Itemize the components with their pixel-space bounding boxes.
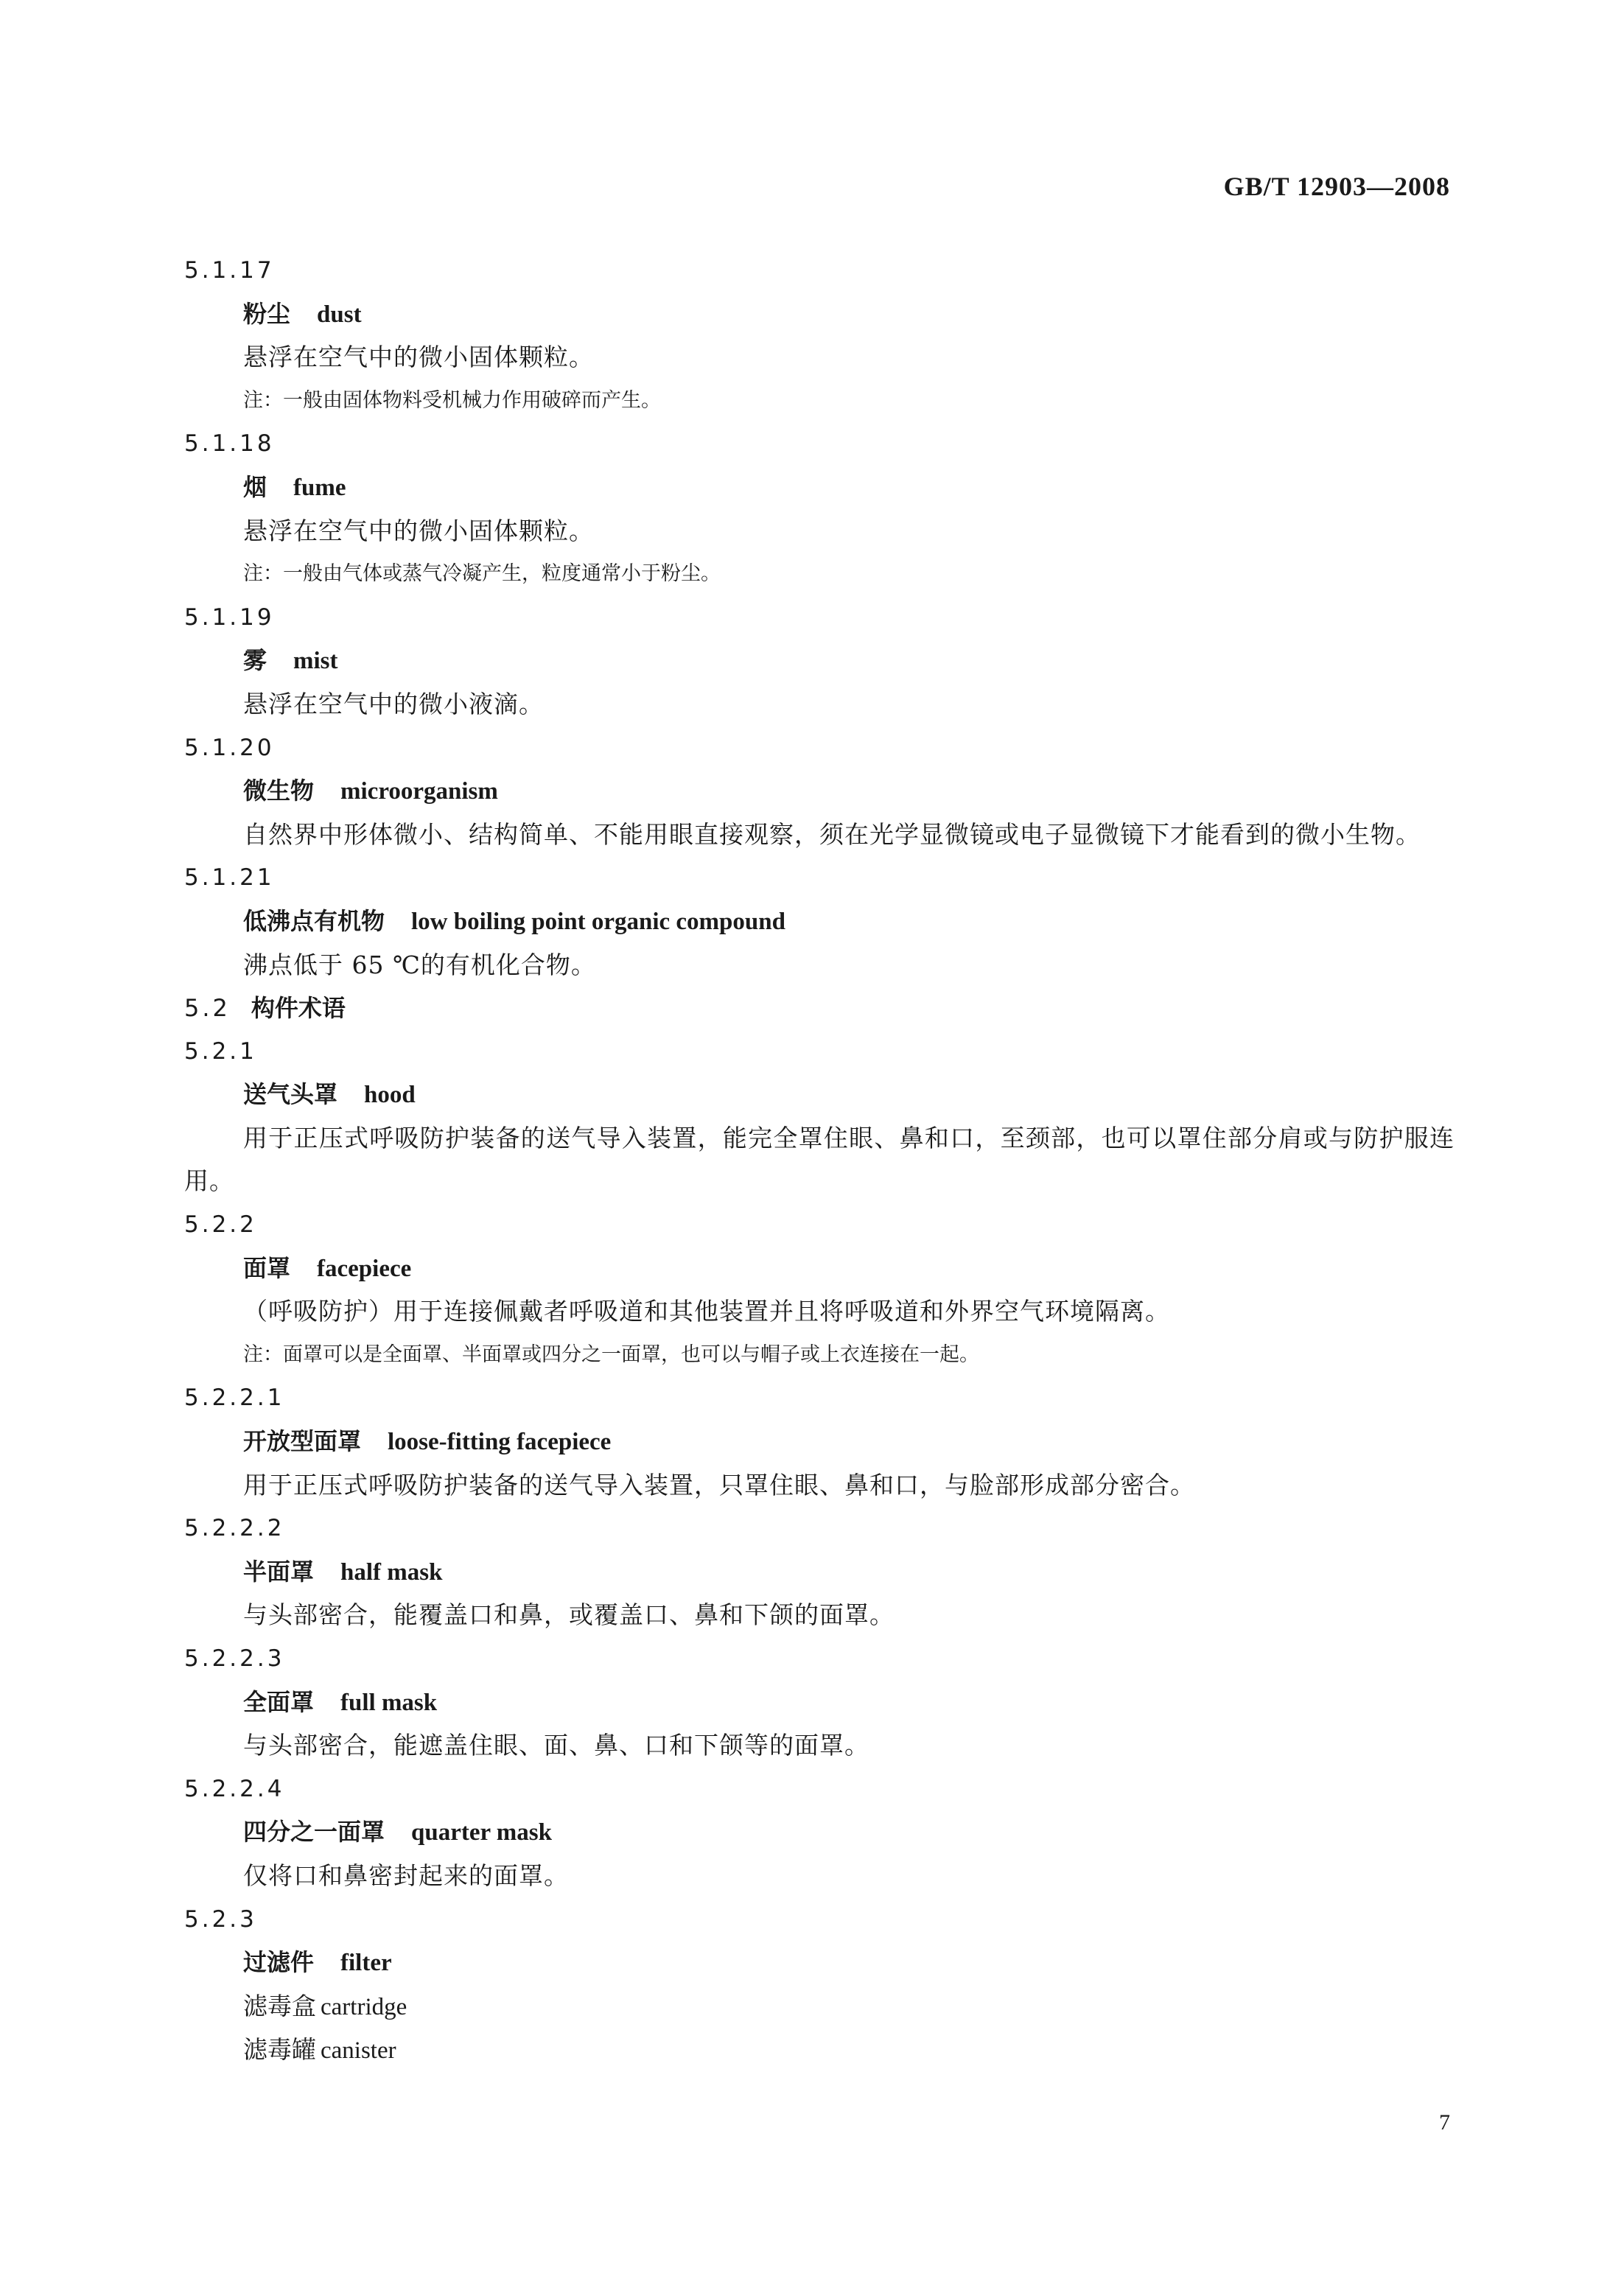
clause-number: 5.2.2.2 [184,1515,285,1542]
section-heading [184,987,1455,1030]
term-definition: 自然界中形体微小、结构简单、不能用眼直接观察，须在光学显微镜或电子显微镜下才能看到的微小生物。 [243,819,1421,849]
term-note: 注：面罩可以是全面罩、半面罩或四分之一面罩，也可以与帽子或上衣连接在一起。 [243,1342,979,1366]
section-title: 构件术语 [251,994,346,1023]
term-heading [184,1073,1455,1117]
term-zh: 面罩 [243,1253,291,1282]
term-definition: 用于正压式呼吸防护装备的送气导入装置，能完全罩住眼、鼻和口，至颈部，也可以罩住部分肩或与防护服连用。 [184,1123,1455,1196]
document-body [184,249,1455,2073]
term-note: 注：一般由气体或蒸气冷凝产生，粒度通常小于粉尘。 [243,562,721,586]
term-heading [184,1420,1455,1464]
term-note: 注：一般由固体物料受机械力作用破碎而产生。 [243,388,661,412]
clause-number: 5.1.21 [184,864,275,892]
term-en: hood [364,1082,416,1109]
term-definition: （呼吸防护）用于连接佩戴者呼吸道和其他装置并且将呼吸道和外界空气环境隔离。 [243,1297,1170,1326]
term-en: quarter mask [411,1819,552,1846]
term-zh: 全面罩 [243,1687,315,1716]
term-en: fume [293,474,346,501]
clause-number: 5.2.2.1 [184,1384,285,1412]
term-heading [184,466,1455,510]
clause-number: 5.2.2 [184,1211,257,1239]
alternative-term [184,2028,1455,2073]
term-zh: 半面罩 [243,1557,315,1586]
term-zh: 粉尘 [243,299,291,328]
term-heading [184,1941,1455,1985]
clause-number: 5.2.1 [184,1037,257,1065]
term-definition: 悬浮在空气中的微小液滴。 [243,689,544,718]
alt-term-en: canister [321,2037,396,2065]
term-heading [184,769,1455,813]
term-heading [184,293,1455,337]
term-zh: 开放型面罩 [243,1427,362,1456]
term-en: half mask [340,1558,443,1586]
term-definition: 用于正压式呼吸防护装备的送气导入装置，只罩住眼、鼻和口，与脸部形成部分密合。 [243,1470,1195,1499]
alt-term-zh: 滤毒盒 [243,1991,316,2020]
clause-number: 5.2.3 [184,1905,257,1933]
term-zh: 四分之一面罩 [243,1818,385,1846]
alt-term-zh: 滤毒罐 [243,2035,316,2065]
alt-term-en: cartridge [321,1993,407,2020]
alternative-term [184,1985,1455,2029]
term-definition: 悬浮在空气中的微小固体颗粒。 [243,516,594,545]
term-heading [184,1810,1455,1855]
term-heading [184,1681,1455,1725]
term-zh: 过滤件 [243,1948,315,1977]
term-en: loose-fitting facepiece [388,1429,612,1456]
term-en: mist [293,648,338,675]
term-zh: 雾 [243,646,267,675]
page-number: 7 [1439,2110,1450,2135]
term-en: dust [317,301,362,328]
term-zh: 烟 [243,472,267,501]
clause-number: 5.1.20 [184,734,275,761]
term-definition: 沸点低于 65 ℃的有机化合物。 [243,950,596,979]
clause-number: 5.1.18 [184,430,275,458]
term-en: full mask [340,1689,438,1716]
term-definition: 悬浮在空气中的微小固体颗粒。 [243,343,594,372]
term-en: facepiece [317,1255,412,1282]
term-heading [184,1550,1455,1594]
term-heading [184,639,1455,683]
clause-number: 5.1.19 [184,603,275,631]
term-definition: 与头部密合，能遮盖住眼、面、鼻、口和下颌等的面罩。 [243,1731,869,1760]
term-definition: 与头部密合，能覆盖口和鼻，或覆盖口、鼻和下颌的面罩。 [243,1600,895,1630]
term-zh: 送气头罩 [243,1080,338,1109]
term-zh: 低沸点有机物 [243,906,385,935]
term-heading [184,1247,1455,1291]
clause-number: 5.2.2.4 [184,1775,285,1802]
term-en: microorganism [340,778,498,805]
term-en: low boiling point organic compound [411,908,785,935]
clause-number: 5.2.2.3 [184,1645,285,1672]
term-en: filter [340,1950,392,1977]
term-heading [184,900,1455,944]
term-definition: 仅将口和鼻密封起来的面罩。 [243,1860,569,1890]
section-number: 5.2 [184,994,231,1023]
term-zh: 微生物 [243,777,315,805]
standard-header: GB/T 12903—2008 [1223,172,1450,201]
clause-number: 5.1.17 [184,257,275,284]
